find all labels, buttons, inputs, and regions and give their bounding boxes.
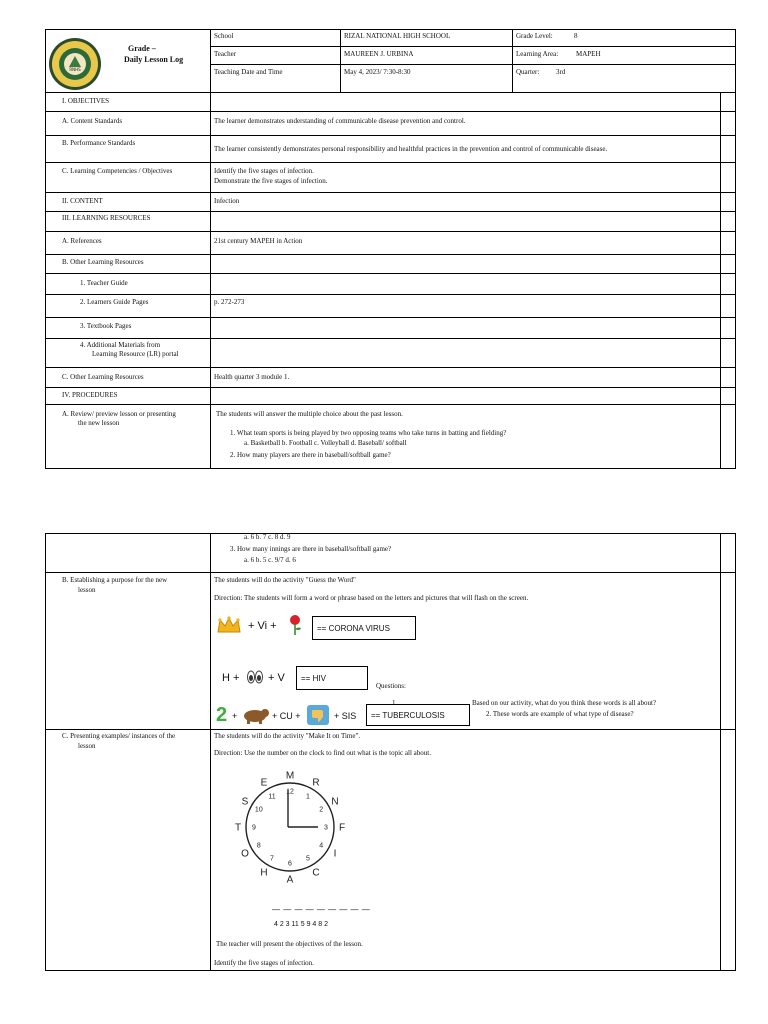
purpose-label-1: B. Establishing a purpose for the new [62,576,168,584]
identify-stages: Identify the five stages of infection. [214,959,314,967]
school-label: School [214,32,234,40]
learners-guide-value: p. 272-273 [214,298,245,306]
clock-letter: T [234,822,242,834]
performance-standards-label: B. Performance Standards [62,139,136,147]
clock-number: 6 [288,860,292,868]
puzzle-3-number-two: 2 [216,704,228,726]
review-intro: The students will answer the multiple choice about the past lesson. [216,410,403,418]
answer-tuberculosis: == TUBERCULOSIS [366,704,470,726]
clock-number: 10 [254,806,263,814]
answer-code: 4 2 3 11 5 9 4 8 2 [274,921,328,928]
learning-competencies-value-2: Demonstrate the five stages of infection. [214,177,328,185]
review-label-1: A. Review/ preview lesson or presenting [62,410,176,418]
objectives-heading: I. OBJECTIVES [62,97,110,105]
crown-icon [216,615,242,635]
date-value: May 4, 2023/ 7:30-8:30 [344,68,411,76]
examples-label-2: lesson [78,742,96,750]
clock-letter: H [260,867,268,879]
references-value: 21st century MAPEH in Action [214,237,303,245]
puzzle-1-middle: + Vi + [248,620,277,632]
clock-letter: E [260,777,268,789]
clock-letter: C [312,867,320,879]
area-value: MAPEH [576,50,601,58]
learning-competencies-label: C. Learning Competencies / Objectives [62,167,173,175]
performance-standards-value: The learner consistently demonstrates personal responsibility and healthful practices in the prevention and control of communicable disease. [214,145,608,153]
procedures-heading: IV. PROCEDURES [62,391,118,399]
teacher-label: Teacher [214,50,237,58]
bear-icon [240,705,270,725]
clock-letter: O [241,848,249,860]
answer-corona-virus: == CORONA VIRUS [312,616,416,640]
other-resources-label: B. Other Learning Resources [62,258,144,266]
learners-guide-label: 2. Learners Guide Pages [80,298,149,306]
clock-number: 7 [270,855,274,863]
content-value: Infection [214,197,240,205]
review-question-1-choices: a. Basketball b. Football c. Volleyball d. Baseball/ softball [244,439,407,447]
other-learning-resources-label: C. Other Learning Resources [62,373,144,381]
purpose-question-1: Based on our activity, what do you think these words is all about? [472,699,657,707]
school-logo [48,37,102,91]
learning-resources-heading: III. LEARNING RESOURCES [62,214,151,222]
purpose-question-2: 2. These words are example of what type of disease? [486,710,634,718]
learning-competencies-value-1: Identify the five stages of infection. [214,167,314,175]
quarter-value: 3rd [556,68,566,76]
clock-letter: N [331,796,339,808]
clock-letter: M [285,770,295,782]
dll-title-line1: Grade – [128,44,156,53]
other-learning-resources-value: Health quarter 3 module 1. [214,373,290,381]
puzzle-3-plus: + [232,711,238,721]
clock-number: 2 [319,806,324,814]
clock-number: 9 [252,824,256,832]
clock-number: 3 [324,824,328,832]
textbook-pages-label: 3. Textbook Pages [80,322,132,330]
eyes-icon [246,669,264,685]
teacher-present-objectives: The teacher will present the objectives of the lesson. [216,940,363,948]
additional-materials-label-2: Learning Resource (LR) portal [92,350,179,358]
grade-value: 8 [574,32,578,40]
review-question-3-choices: a. 6 b. 5 c. 9/7 d. 6 [244,556,296,564]
content-heading: II. CONTENT [62,197,103,205]
review-label-2: the new lesson [78,419,120,427]
content-standards-label: A. Content Standards [62,117,123,125]
quarter-label: Quarter: [516,68,540,76]
examples-intro: The students will do the activity "Make It on Time". [214,732,361,740]
questions-label: Questions: [376,682,406,690]
rose-icon [286,614,304,636]
answer-hiv: == HIV [296,666,368,690]
clock-number: 1 [306,793,310,801]
references-label: A. References [62,237,102,245]
date-label: Teaching Date and Time [214,68,283,76]
purpose-question-1-number: 1. [392,699,398,707]
clock-number: 11 [268,793,276,801]
answer-blanks: — — — — — — — — — [272,905,371,914]
purpose-label-2: lesson [78,586,96,594]
puzzle-3-cu: + CU + [272,711,301,721]
area-label: Learning Area: [516,50,559,58]
dll-title-line2: Daily Lesson Log [124,55,184,64]
svg-text:RNHS: RNHS [69,67,81,72]
grade-label: Grade Level: [516,32,553,40]
clock-letter: F [338,822,346,834]
school-value: RIZAL NATIONAL HIGH SCHOOL [344,32,451,40]
purpose-intro: The students will do the activity "Guess the Word" [214,576,356,584]
additional-materials-label-1: 4. Additional Materials from [80,341,161,349]
puzzle-2-v: + V [268,672,285,684]
clock-letter: R [312,777,320,789]
clock-number: 8 [256,842,261,850]
clock-letter: A [286,874,294,884]
thumbs-down-icon [306,704,330,726]
review-question-1: 1. What team sports is being played by two opposing teams who take turns in batting and fielding? [230,429,507,437]
review-question-3: 3. How many innings are there in baseball/softball game? [230,545,392,553]
examples-direction: Direction: Use the number on the clock to find out what is the topic all about. [214,749,431,757]
review-question-2-choices: a. 6 b. 7 c. 8 d. 9 [244,533,291,541]
teacher-value: MAUREEN J. URBINA [344,50,414,58]
examples-label-1: C. Presenting examples/ instances of the [62,732,176,740]
purpose-direction: Direction: The students will form a word or phrase based on the letters and pictures that will flash on the screen. [214,594,529,602]
clock-number: 4 [319,842,324,850]
clock-number: 12 [286,788,294,796]
letter-clock [226,770,354,884]
teacher-guide-label: 1. Teacher Guide [80,279,128,287]
puzzle-2-h: H + [222,672,240,684]
clock-letter: I [333,848,337,860]
clock-letter: S [241,796,249,808]
review-question-2: 2. How many players are there in baseball/softball game? [230,451,391,459]
clock-number: 5 [306,855,310,863]
puzzle-3-sis: + SIS [334,711,357,721]
content-standards-value: The learner demonstrates understanding of communicable disease prevention and control. [214,117,466,125]
